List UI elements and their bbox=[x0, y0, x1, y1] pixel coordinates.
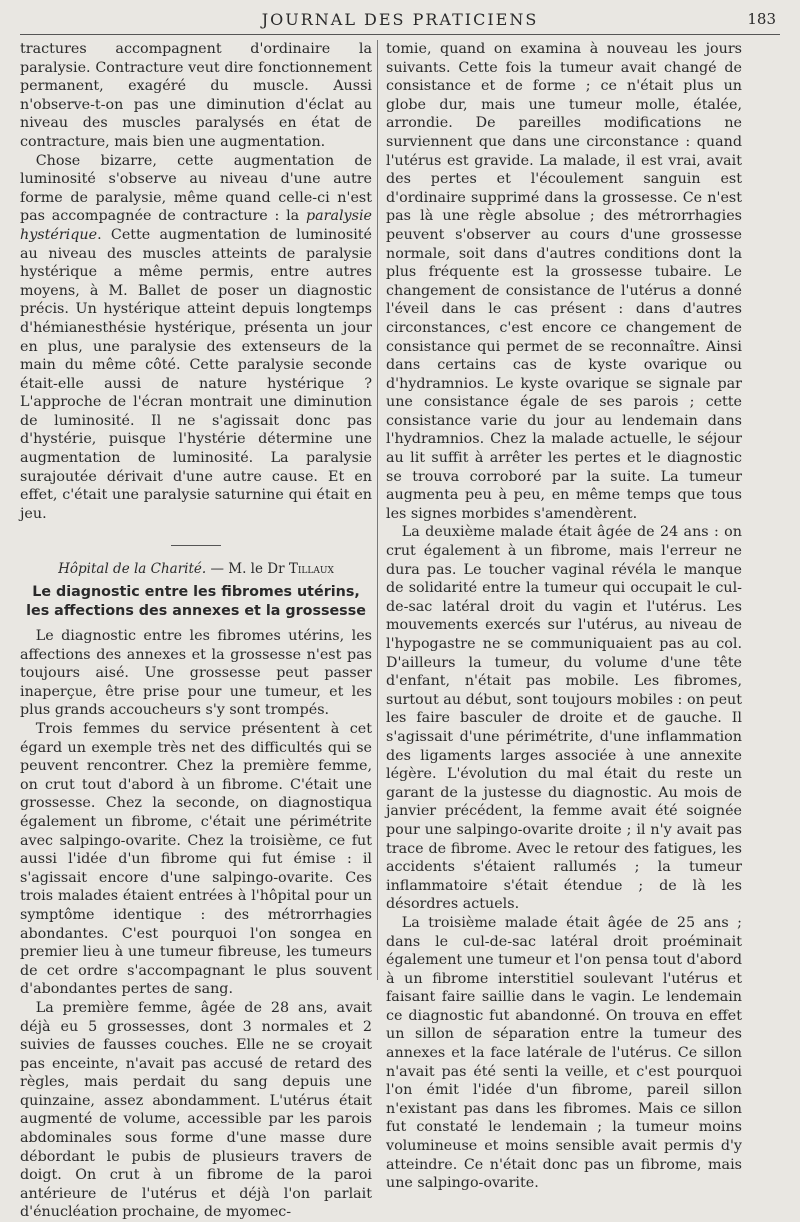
paragraph-text: Chose bizarre, cette augmentation de luminosité s'observe au niveau d'une autre forme de paralysie, même quand celle-ci n'est pas accompagnée de contracture : la bbox=[20, 152, 372, 225]
article-title-line: Le diagnostic entre les fibromes utérins, bbox=[32, 584, 360, 601]
article-title-line: les affections des annexes et la grossesse bbox=[26, 603, 366, 620]
page-number: 183 bbox=[747, 10, 776, 28]
emphasis-text: paralysie hystérique bbox=[20, 208, 372, 243]
journal-title: JOURNAL DES PRATICIENS bbox=[261, 10, 539, 29]
hospital-name: Hôpital de la Charité. bbox=[58, 561, 207, 578]
paragraph: La première femme, âgée de 28 ans, avait déjà eu 5 grossesses, dont 3 normales et 2 suivies de fausses couches. Elle ne se croyait pas enceinte, n'avait pas accusé de retard des règles, mais perdait du sang depuis une quinzaine, assez abondamment. L'utérus était augmenté de volume, accessible par les parois abdominales sous forme d'une masse dure débordant le pubis de plusieurs travers de doigt. On crut à un fibrome de la paroi antérieure de l'utérus et déjà l'on parlait d'énucléation prochaine, de myomec- bbox=[20, 999, 372, 1221]
section-separator bbox=[171, 545, 221, 546]
paragraph: Le diagnostic entre les fibromes utérins, les affections des annexes et la grossesse n'est pas toujours aisé. Une grossesse peut passer inaperçue, être prise pour une tumeur, et les plus grands accoucheurs s'y sont trompés. bbox=[20, 628, 372, 719]
column-divider bbox=[377, 40, 378, 980]
lecturer-prefix: — M. le Dr bbox=[210, 561, 289, 578]
paragraph bbox=[20, 152, 372, 524]
paragraph: tomie, quand on examina à nouveau les jours suivants. Cette fois la tumeur avait changé de consistance et de forme ; ce n'était plus un globe dur, mais une tumeur molle, étalée, arrondie. De pareilles modifications ne surviennent que dans une circonstance : quand l'utérus est gravide. La malade, il est vrai, avait des pertes et l'écoulement sanguin est d'ordinaire supprimé dans la grossesse. Ce n'est pas là une règle absolue ; des métrorrhagies peuvent s'observer au cours d'une grossesse normale, soit dans d'autres conditions dont la plus fréquente est la grossesse tubaire. Le changement de consistance de l'utérus a donné l'éveil dans le cas présent : dans d'autres circonstances, c'est encore ce changement de consistance qui permet de se reconnaître. Ainsi dans certains cas de kyste ovarique ou d'hydramnios. Le kyste ovarique se signale par une consistance égale de ses parois ; cette consistance varie du jour au lendemain dans l'hydramnios. Chez la malade actuelle, le séjour au lit suffit à arrêter les pertes et le diagnostic se trouva corroboré par la suite. La tumeur augmenta peu à peu, en même temps que tous les signes morbides s'amendèrent. bbox=[386, 41, 742, 522]
right-column bbox=[386, 40, 742, 1193]
left-column bbox=[20, 40, 372, 1222]
paragraph: tractures accompagnent d'ordinaire la paralysie. Contracture veut dire fonctionnement permanent, exagéré du muscle. Aussi n'observe-t-on pas une diminution d'éclat au niveau des muscles paralysés en état de contracture, mais bien une augmentation. bbox=[20, 41, 372, 150]
paragraph: La deuxième malade était âgée de 24 ans : on crut également à un fibrome, mais l'erreur ne dura pas. Le toucher vaginal révéla le manque de solidarité entre la tumeur qui occupait le cul-de-sac latéral droit du vagin et l'utérus. Les mouvements exercés sur l'utérus, au niveau de l'hypogastre ne se communiquaient pas au col. D'ailleurs la tumeur, du volume d'une tête d'enfant, n'était pas mobile. Les fibromes, surtout au début, sont toujours mobiles : on peut les faire basculer de droite et de gauche. Il s'agissait d'une périmétrite, d'une inflammation des ligaments larges associée à une annexite légère. L'évolution du mal était du reste un garant de la justesse du diagnostic. Au mois de janvier précédent, la femme avait été soignée pour une salpingo-ovarite droite ; il n'y avait pas trace de fibrome. Avec le retour des fatigues, les accidents s'étaient rallumés ; la tumeur inflammatoire s'était étendue ; de là les désordres actuels. bbox=[386, 524, 742, 913]
paragraph-text: . Cette augmentation de luminosité au niveau des muscles atteints de paralysie hystérique a même permis, entre autres moyens, à M. Ballet de poser un diagnostic précis. Un hystérique atteint depuis longtemps d'hémianesthésie hystérique, présenta un jour en plus, une paralysie des extenseurs de la main du même côté. Cette paralysie seconde était-elle aussi de nature hystérique ? L'approche de l'écran montrait une diminution de luminosité. Il ne s'agissait donc pas d'hystérie, puisque l'hystérie détermine une augmentation de luminosité. La paralysie surajoutée dérivait d'une autre cause. Et en effet, c'était une paralysie saturnine qui était en jeu. bbox=[20, 226, 372, 522]
lecturer-name: Tillaux bbox=[288, 561, 334, 578]
lecture-attribution bbox=[20, 560, 372, 579]
paragraph: La troisième malade était âgée de 25 ans ; dans le cul-de-sac latéral droit proéminait également une tumeur et l'on pensa tout d'abord à un fibrome interstitiel soulevant l'utérus et faisant faire saillie dans le vagin. Le lendemain ce diagnostic fut abandonné. On trouva en effet un sillon de séparation entre la tumeur des annexes et la face latérale de l'utérus. Ce sillon n'avait pas été senti la veille, et c'est pourquoi l'on émit l'idée d'un fibrome, pareil sillon n'existant pas dans les fibromes. Mais ce sillon fut constaté le lendemain ; la tumeur moins volumineuse et moins sensible avait permis d'y atteindre. Ce n'était donc pas un fibrome, mais une salpingo-ovarite. bbox=[386, 914, 742, 1192]
article-title bbox=[20, 583, 372, 621]
running-head bbox=[20, 10, 780, 35]
paragraph: Trois femmes du service présentent à cet égard un exemple très net des difficultés qui se peuvent rencontrer. Chez la première femme, on crut tout d'abord à un fibrome. C'était une grossesse. Chez la seconde, on diagnostiqua également un fibrome, c'était une périmétrite avec salpingo-ovarite. Chez la troisième, ce fut aussi l'idée d'un fibrome qui fut émise : il s'agissait encore d'une salpingo-ovarite. Ces trois malades étaient entrées à l'hôpital pour un symptôme identique : des métrorrhagies abondantes. C'est pourquoi l'on songea en premier lieu à une tumeur fibreuse, les tumeurs de cet ordre s'accompagnant le plus souvent d'abondantes pertes de sang. bbox=[20, 721, 372, 998]
